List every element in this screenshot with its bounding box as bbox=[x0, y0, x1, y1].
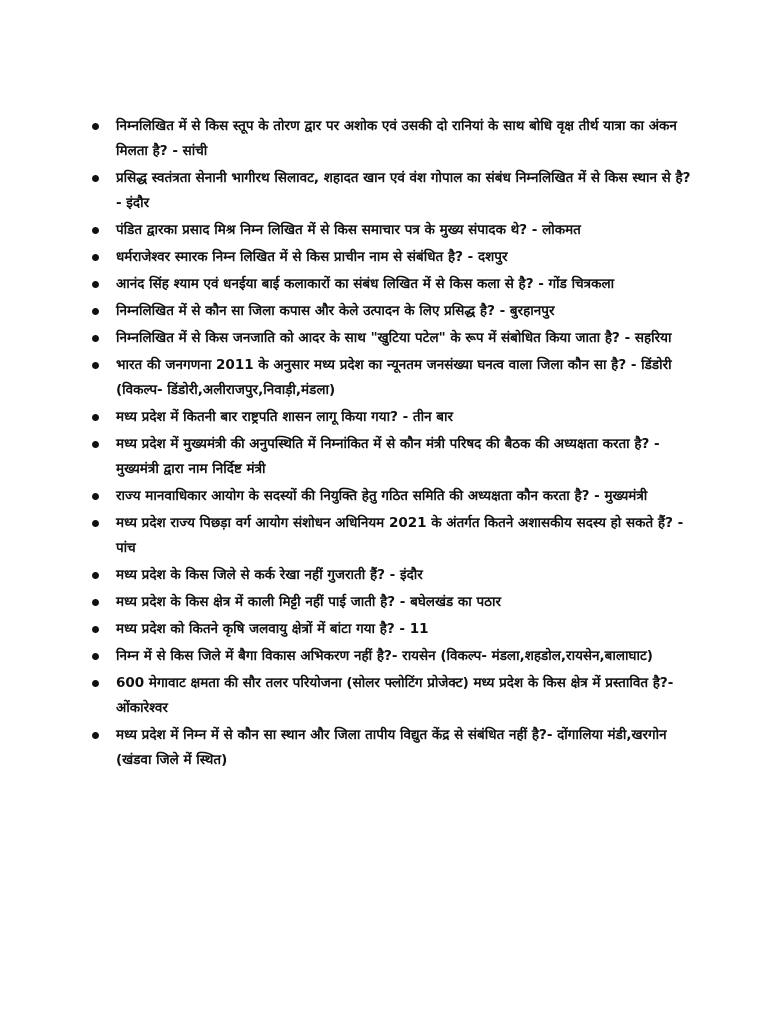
list-item bbox=[90, 299, 700, 324]
bullet-icon bbox=[92, 175, 99, 182]
bullet-icon bbox=[92, 123, 99, 130]
list-item bbox=[90, 644, 700, 669]
bullet-icon bbox=[92, 680, 99, 687]
list-item bbox=[90, 671, 700, 721]
list-item-text: मध्य प्रदेश राज्य पिछड़ा वर्ग आयोग संशोधन अधिनियम 2021 के अंतर्गत कितने अशासकीय सदस्य हो सकते हैं? - पांच bbox=[116, 515, 684, 556]
list-item bbox=[90, 114, 700, 164]
list-item bbox=[90, 218, 700, 243]
list-item-text: मध्य प्रदेश में मुख्यमंत्री की अनुपस्थिति में निम्नांकित में से कौन मंत्री परिषद की बैठक की अध्यक्षता करता है? - मुख्यमंत्री द्वारा नाम निर्दिष्ट मंत्री bbox=[116, 436, 660, 477]
question-answer-list bbox=[90, 114, 700, 775]
bullet-icon bbox=[92, 732, 99, 739]
list-item-text: मध्य प्रदेश में कितनी बार राष्ट्रपति शासन लागू किया गया? - तीन बार bbox=[116, 409, 454, 425]
list-item-text: पंडित द्वारका प्रसाद मिश्र निम्न लिखित में से किस समाचार पत्र के मुख्य संपादक थे? - लोकमत bbox=[116, 222, 581, 238]
list-item-text: निम्नलिखित में से किस स्तूप के तोरण द्वार पर अशोक एवं उसकी दो रानियां के साथ बोधि वृक्ष तीर्थ यात्रा का अंकन मिलता है? - सांची bbox=[116, 118, 677, 159]
list-item bbox=[90, 617, 700, 642]
bullet-icon bbox=[92, 414, 99, 421]
list-item bbox=[90, 272, 700, 297]
bullet-icon bbox=[92, 653, 99, 660]
list-item bbox=[90, 353, 700, 403]
list-item-text: मध्य प्रदेश में निम्न में से कौन सा स्थान और जिला तापीय विद्युत केंद्र से संबंधित नहीं है?- दोंगालिया मंडी,खरगोन (खंडवा जिले में स्थित) bbox=[116, 727, 667, 768]
list-item bbox=[90, 563, 700, 588]
bullet-icon bbox=[92, 308, 99, 315]
list-item-text: आनंद सिंह श्याम एवं धनईया बाई कलाकारों का संबंध लिखित में से किस कला से है? - गोंड चित्रकला bbox=[116, 276, 615, 292]
list-item bbox=[90, 432, 700, 482]
bullet-icon bbox=[92, 572, 99, 579]
list-item-text: निम्नलिखित में से कौन सा जिला कपास और केले उत्पादन के लिए प्रसिद्ध है? - बुरहानपुर bbox=[116, 303, 555, 319]
bullet-icon bbox=[92, 493, 99, 500]
list-item-text: भारत की जनगणना 2011 के अनुसार मध्य प्रदेश का न्यूनतम जनसंख्या घनत्व वाला जिला कौन सा है? - डिंडोरी (विकल्प- डिंडोरी,अलीराजपुर,निवाड़ी,मंडला) bbox=[116, 357, 672, 398]
list-item bbox=[90, 484, 700, 509]
list-item-text: मध्य प्रदेश के किस क्षेत्र में काली मिट्टी नहीं पाई जाती है? - बघेलखंड का पठार bbox=[116, 594, 502, 610]
list-item bbox=[90, 405, 700, 430]
list-item-text: 600 मेगावाट क्षमता की सौर तलर परियोजना (सोलर फ्लोटिंग प्रोजेक्ट) मध्य प्रदेश के किस क्षेत्र में प्रस्तावित है?- ओंकारेश्वर bbox=[116, 675, 674, 716]
bullet-icon bbox=[92, 441, 99, 448]
bullet-icon bbox=[92, 227, 99, 234]
list-item-text: प्रसिद्ध स्वतंत्रता सेनानी भागीरथ सिलावट, शहादत खान एवं वंश गोपाल का संबंध निम्नलिखित में से किस स्थान से है? - इंदौर bbox=[116, 170, 691, 211]
bullet-icon bbox=[92, 335, 99, 342]
list-item bbox=[90, 245, 700, 270]
list-item-text: मध्य प्रदेश को कितने कृषि जलवायु क्षेत्रों में बांटा गया है? - 11 bbox=[116, 621, 429, 637]
bullet-icon bbox=[92, 520, 99, 527]
list-item-text: निम्नलिखित में से किस जनजाति को आदर के साथ "खुटिया पटेल" के रूप में संबोधित किया जाता है? - सहरिया bbox=[116, 330, 672, 346]
list-item bbox=[90, 590, 700, 615]
list-item bbox=[90, 166, 700, 216]
bullet-icon bbox=[92, 626, 99, 633]
bullet-icon bbox=[92, 599, 99, 606]
bullet-icon bbox=[92, 281, 99, 288]
list-item-text: धर्मराजेश्वर स्मारक निम्न लिखित में से किस प्राचीन नाम से संबंधित है? - दशपुर bbox=[116, 249, 508, 265]
list-item bbox=[90, 326, 700, 351]
bullet-icon bbox=[92, 362, 99, 369]
list-item-text: राज्य मानवाधिकार आयोग के सदस्यों की नियुक्ति हेतु गठित समिति की अध्यक्षता कौन करता है? - मुख्यमंत्री bbox=[116, 488, 648, 504]
list-item-text: निम्न में से किस जिले में बैगा विकास अभिकरण नहीं है?- रायसेन (विकल्प- मंडला,शहडोल,रायसेन,बालाघाट) bbox=[116, 648, 653, 664]
list-item bbox=[90, 723, 700, 773]
list-item bbox=[90, 511, 700, 561]
bullet-icon bbox=[92, 254, 99, 261]
list-item-text: मध्य प्रदेश के किस जिले से कर्क रेखा नहीं गुजराती हैं? - इंदौर bbox=[116, 567, 423, 583]
